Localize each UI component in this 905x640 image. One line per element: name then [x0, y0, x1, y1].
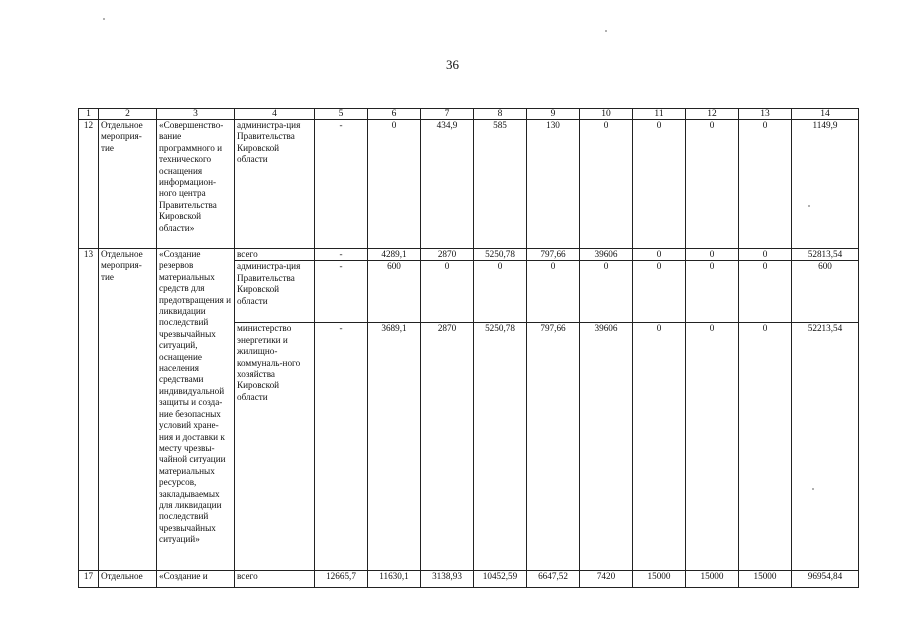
row-executor: министерство энергетики и жилищно-коммуналь-ного хозяйства Кировской области	[235, 323, 315, 571]
value-cell: 4289,1	[368, 249, 421, 261]
value-cell: 7420	[580, 571, 633, 588]
value-cell: 3689,1	[368, 323, 421, 571]
header-cell: 8	[474, 109, 527, 120]
row-executor: всего	[235, 249, 315, 261]
table-row-13-total	[79, 249, 859, 261]
row-type: Отдельное	[99, 571, 157, 588]
budget-table	[78, 108, 859, 588]
value-cell: 0	[686, 261, 739, 323]
header-cell: 12	[686, 109, 739, 120]
value-cell: -	[315, 249, 368, 261]
value-cell: 0	[739, 323, 792, 571]
value-cell: 0	[686, 323, 739, 571]
row-number: 13	[79, 249, 99, 571]
value-cell: 96954,84	[792, 571, 859, 588]
value-cell: 434,9	[421, 120, 474, 249]
value-cell: 130	[527, 120, 580, 249]
header-cell: 4	[235, 109, 315, 120]
header-row	[79, 109, 859, 120]
value-cell: 6647,52	[527, 571, 580, 588]
value-cell: 12665,7	[315, 571, 368, 588]
scan-speck	[605, 30, 607, 32]
header-cell: 5	[315, 109, 368, 120]
row-number: 12	[79, 120, 99, 249]
page-number: 36	[446, 57, 459, 72]
value-cell: 5250,78	[474, 323, 527, 571]
header-cell: 7	[421, 109, 474, 120]
row-number: 17	[79, 571, 99, 588]
row-executor: администра-ция Правительства Кировской области	[235, 261, 315, 323]
scan-speck	[103, 18, 105, 20]
value-cell: 2870	[421, 323, 474, 571]
table-row-17	[79, 571, 859, 588]
row-type: Отдельное мероприя-тие	[99, 120, 157, 249]
value-cell: 39606	[580, 249, 633, 261]
value-cell: 52813,54	[792, 249, 859, 261]
header-cell: 10	[580, 109, 633, 120]
value-cell: 797,66	[527, 323, 580, 571]
value-cell: 0	[527, 261, 580, 323]
scan-speck	[808, 205, 810, 207]
value-cell: 0	[633, 249, 686, 261]
value-cell: 0	[739, 261, 792, 323]
header-cell: 14	[792, 109, 859, 120]
value-cell: 0	[686, 249, 739, 261]
header-cell: 2	[99, 109, 157, 120]
table-row-12	[79, 120, 859, 249]
value-cell: 2870	[421, 249, 474, 261]
value-cell: 3138,93	[421, 571, 474, 588]
value-cell: 0	[633, 323, 686, 571]
value-cell: 0	[368, 120, 421, 249]
value-cell: 585	[474, 120, 527, 249]
value-cell: 1149,9	[792, 120, 859, 249]
value-cell: 0	[739, 120, 792, 249]
header-cell: 9	[527, 109, 580, 120]
row-type: Отдельное мероприя-тие	[99, 249, 157, 571]
value-cell: 5250,78	[474, 249, 527, 261]
value-cell: 39606	[580, 323, 633, 571]
value-cell: 0	[633, 261, 686, 323]
value-cell: 11630,1	[368, 571, 421, 588]
row-executor: администра-ция Правительства Кировской области	[235, 120, 315, 249]
scan-speck	[812, 488, 814, 490]
value-cell: 52213,54	[792, 323, 859, 571]
value-cell: 10452,59	[474, 571, 527, 588]
value-cell: 600	[792, 261, 859, 323]
row-name: «Создание резервов материальных средств для предотвращения и ликвидации последствий чрезвычайных ситуаций, оснащение населения средствами индивидуальной защиты и созда-ние безопасных условий хране-ния и доставки к месту чрезвы-чайной ситуации материальных ресурсов, закладываемых для ликвидации последствий чрезвычайных ситуаций»	[157, 249, 235, 571]
header-cell: 3	[157, 109, 235, 120]
value-cell: 0	[739, 249, 792, 261]
row-name: «Совершенство-вание программного и технического оснащения информацион-ного центра Правительства Кировской области»	[157, 120, 235, 249]
value-cell: 15000	[633, 571, 686, 588]
value-cell: 0	[686, 120, 739, 249]
header-cell: 6	[368, 109, 421, 120]
value-cell: 0	[580, 120, 633, 249]
header-cell: 13	[739, 109, 792, 120]
value-cell: 0	[421, 261, 474, 323]
value-cell: 0	[633, 120, 686, 249]
row-executor: всего	[235, 571, 315, 588]
value-cell: -	[315, 261, 368, 323]
value-cell: 15000	[686, 571, 739, 588]
value-cell: 797,66	[527, 249, 580, 261]
value-cell: -	[315, 323, 368, 571]
header-cell: 1	[79, 109, 99, 120]
value-cell: 0	[474, 261, 527, 323]
value-cell: 15000	[739, 571, 792, 588]
header-cell: 11	[633, 109, 686, 120]
value-cell: 600	[368, 261, 421, 323]
value-cell: -	[315, 120, 368, 249]
value-cell: 0	[580, 261, 633, 323]
row-name: «Создание и	[157, 571, 235, 588]
